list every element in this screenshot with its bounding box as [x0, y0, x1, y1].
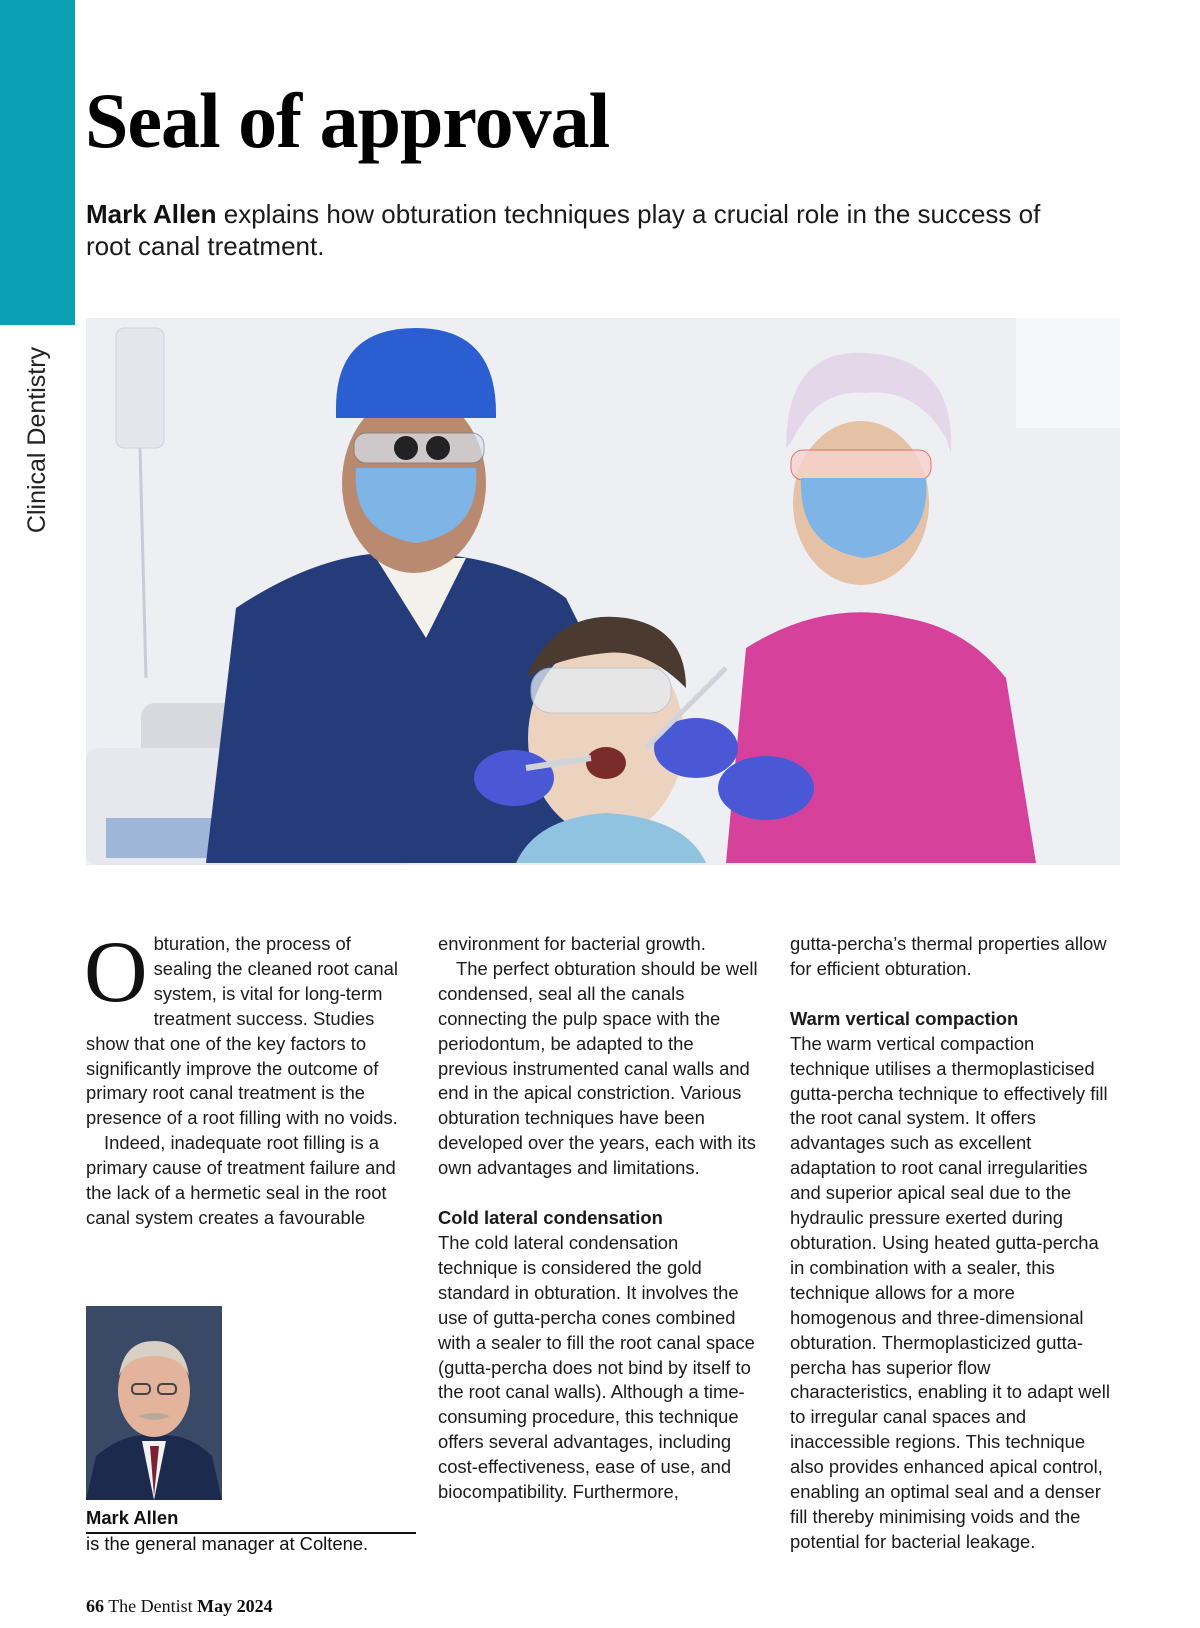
- subheading-cold-lateral: Cold lateral condensation: [438, 1207, 663, 1229]
- body-paragraph: environment for bacterial growth.: [438, 933, 706, 954]
- intro-paragraph-text: bturation, the process of sealing the cleaned root canal system, is vital for long-term treatment success. Studies show that one of the key factors to significantly improve the outcome of primary root canal treatment is the presence of a root filling with no voids.: [86, 933, 398, 1129]
- issue-date: May 2024: [197, 1596, 273, 1616]
- publication-name: The Dentist: [108, 1596, 193, 1616]
- page-footer: [86, 1596, 273, 1617]
- author-photo: [86, 1306, 222, 1500]
- hero-photo-illustration: [86, 318, 1120, 865]
- page-number: 66: [86, 1596, 104, 1616]
- body-paragraph: The perfect obturation should be well condensed, seal all the canals connecting the pulp space with the periodontum, be adapted to the previous instrumented canal walls and end in the apical constriction. Various obturation techniques have been developed over the years, each with its own advantages and limitations.: [438, 957, 758, 1179]
- body-paragraph: The cold lateral condensation technique is considered the gold standard in obturation. It involves the use of gutta-percha cones combined with a sealer to fill the root canal space (gutta-percha does not bind by itself to the root canal walls). Although a time-consuming procedure, this technique offers several advantages, including cost-effectiveness, ease of use, and biocompatibility. Furthermore,: [438, 1231, 755, 1503]
- subheading-warm-vertical: Warm vertical compaction: [790, 1007, 1019, 1029]
- author-portrait: [86, 1306, 222, 1500]
- standfirst-text: explains how obturation techniques play a crucial role in the success of root canal treatment.: [86, 199, 1041, 261]
- intro-paragraph: [84, 924, 408, 1131]
- section-accent-bar: [0, 0, 75, 325]
- author-caption-role: is the general manager at Coltene.: [86, 1533, 369, 1554]
- article-column-3: [790, 932, 1112, 1555]
- body-paragraph: gutta-percha’s thermal properties allow for efficient obturation.: [790, 933, 1107, 979]
- standfirst: [86, 198, 1076, 262]
- body-paragraph: Indeed, inadequate root filling is a primary cause of treatment failure and the lack of a hermetic seal in the root canal system creates a favourable: [86, 1132, 396, 1228]
- author-caption-name: Mark Allen: [86, 1506, 416, 1534]
- article-column-2: [438, 932, 760, 1505]
- article-column-1: [84, 924, 408, 1231]
- hero-photo: [86, 318, 1120, 865]
- article-title: Seal of approval: [85, 77, 610, 164]
- section-label: Clinical Dentistry: [23, 346, 51, 534]
- body-paragraph: The warm vertical compaction technique utilises a thermoplasticised gutta-percha technique to effectively fill the root canal system. It offers advantages such as excellent adaptation to root canal irregularities and superior apical seal due to the hydraulic pressure exerted during obturation. Using heated gutta-percha in combination with a sealer, this technique allows for a more homogenous and three-dimensional obturation. Thermoplasticized gutta-percha has superior flow characteristics, enabling it to adapt well to irregular canal spaces and inaccessible regions. This technique also provides enhanced apical control, enabling an optimal seal and a denser fill thereby minimising voids and the potential for bacterial leakage.: [790, 1032, 1110, 1552]
- standfirst-author: Mark Allen: [86, 199, 217, 229]
- drop-cap: O: [84, 924, 148, 1021]
